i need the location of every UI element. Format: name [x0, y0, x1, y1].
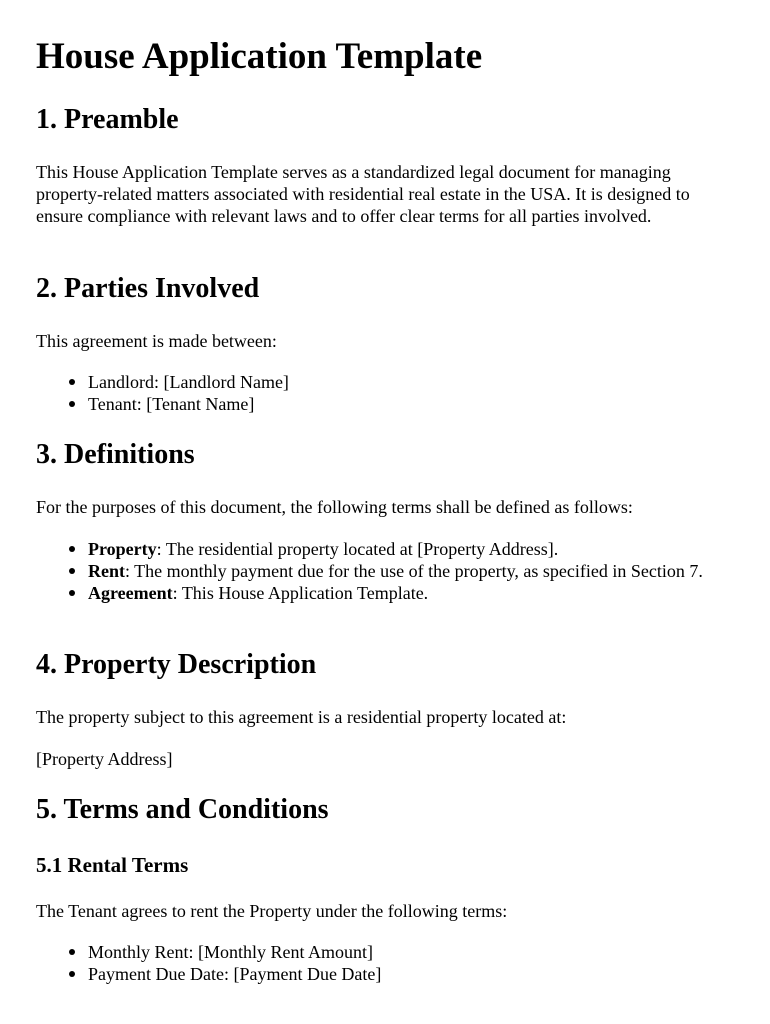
property-description-intro: The property subject to this agreement is a residential property located at: — [36, 707, 567, 727]
terms-heading: 5. Terms and Conditions — [36, 794, 329, 825]
definition-text: : This House Application Template. — [172, 583, 429, 603]
definition-text: : The residential property located at [Property Address]. — [156, 539, 559, 559]
list-item-tenant: Tenant: [Tenant Name] — [88, 393, 741, 415]
rental-terms-heading: 5.1 Rental Terms — [36, 853, 189, 877]
definitions-list — [36, 538, 741, 604]
definition-item-agreement — [88, 582, 741, 604]
parties-list — [36, 371, 741, 415]
list-item-payment-due-date: Payment Due Date: [Payment Due Date] — [88, 963, 741, 985]
preamble-heading: 1. Preamble — [36, 104, 179, 135]
definition-term: Property — [88, 539, 157, 559]
definition-item-rent — [88, 560, 741, 582]
definition-item-property — [88, 538, 741, 560]
definition-term: Agreement — [88, 583, 173, 603]
list-item-landlord: Landlord: [Landlord Name] — [88, 371, 741, 393]
rental-terms-intro: The Tenant agrees to rent the Property under the following terms: — [36, 901, 508, 921]
definition-term: Rent — [88, 561, 125, 581]
parties-heading: 2. Parties Involved — [36, 273, 260, 304]
definitions-intro: For the purposes of this document, the following terms shall be defined as follows: — [36, 497, 633, 517]
rental-terms-list — [36, 941, 741, 985]
preamble-text: This House Application Template serves as a standardized legal document for managing property-related matters associated with residential real estate in the USA. It is designed to ensure compliance with relevant laws and to offer clear terms for all parties involved. — [36, 162, 690, 226]
definitions-heading: 3. Definitions — [36, 439, 195, 470]
property-address: [Property Address] — [36, 749, 173, 769]
list-item-monthly-rent: Monthly Rent: [Monthly Rent Amount] — [88, 941, 741, 963]
definition-text: : The monthly payment due for the use of the property, as specified in Section 7. — [125, 561, 703, 581]
parties-intro: This agreement is made between: — [36, 331, 277, 351]
document-title: House Application Template — [36, 36, 483, 77]
property-description-heading: 4. Property Description — [36, 649, 317, 680]
